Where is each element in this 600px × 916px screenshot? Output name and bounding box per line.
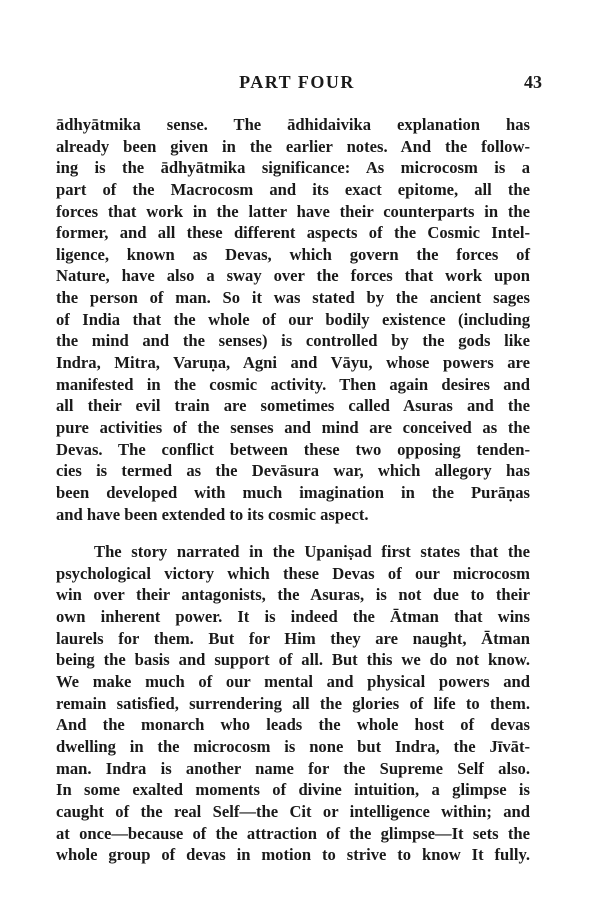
- text-line: the mind and the senses) is controlled by the gods like: [56, 331, 530, 351]
- text-line: ādhyātmika sense. The ādhidaivika explanation has: [56, 115, 530, 134]
- text-line: Devas. The conflict between these two opposing tenden-: [56, 439, 530, 459]
- text-line: Indra, Mitra, Varuṇa, Agni and Vāyu, whose powers are: [56, 353, 530, 373]
- body-text: [56, 114, 530, 866]
- text-line: ing is the ādhyātmika significance: As microcosm is a: [56, 158, 530, 178]
- text-line: and have been extended to its cosmic aspect.: [56, 504, 369, 524]
- text-line: all their evil train are sometimes called Asuras and the: [56, 396, 530, 416]
- text-line: pure activities of the senses and mind are conceived as the: [56, 417, 530, 437]
- running-head: [52, 72, 542, 98]
- text-line: Nature, have also a sway over the forces that work upon: [56, 266, 530, 286]
- text-line: dwelling in the microcosm is none but Indra, the Jīvāt-: [56, 736, 530, 756]
- text-line: ligence, known as Devas, which govern the forces of: [56, 244, 530, 264]
- text-line: own inherent power. It is indeed the Ātman that wins: [56, 607, 530, 627]
- text-line: manifested in the cosmic activity. Then again desires and: [56, 374, 530, 394]
- text-line: And the monarch who leads the whole host of devas: [56, 715, 530, 735]
- text-line: remain satisfied, surrendering all the glories of life to them.: [56, 693, 530, 713]
- text-line: laurels for them. But for Him they are naught, Ātman: [56, 628, 530, 648]
- text-line: the person of man. So it was stated by the ancient sages: [56, 288, 530, 308]
- text-line: The story narrated in the Upaniṣad first states that the: [94, 542, 530, 562]
- text-line: of India that the whole of our bodily existence (including: [56, 309, 530, 329]
- text-line: We make much of our mental and physical powers and: [56, 672, 530, 692]
- text-line: part of the Macrocosm and its exact epitome, all the: [56, 179, 530, 199]
- text-line: cies is termed as the Devāsura war, which allegory has: [56, 461, 530, 481]
- paragraph-1: [56, 114, 530, 525]
- text-line: psychological victory which these Devas of our microcosm: [56, 563, 530, 583]
- running-title: PART FOUR: [239, 72, 355, 92]
- text-line: whole group of devas in motion to strive to know It fully.: [56, 845, 530, 865]
- text-line: forces that work in the latter have their counterparts in the: [56, 201, 530, 221]
- text-line: former, and all these different aspects of the Cosmic Intel-: [56, 223, 530, 243]
- text-line: at once—because of the attraction of the glimpse—It sets the: [56, 823, 530, 843]
- text-line: man. Indra is another name for the Supreme Self also.: [56, 758, 530, 778]
- text-line: win over their antagonists, the Asuras, is not due to their: [56, 585, 530, 605]
- paragraph-gap: [56, 525, 530, 541]
- text-line: been developed with much imagination in the Purāṇas: [56, 482, 530, 502]
- page-number: 43: [524, 72, 542, 92]
- text-line: caught of the real Self—the Cit or intelligence within; and: [56, 801, 530, 821]
- text-line: being the basis and support of all. But this we do not know.: [56, 650, 530, 670]
- paragraph-2: [56, 541, 530, 866]
- text-line: already been given in the earlier notes. And the follow-: [56, 136, 530, 156]
- text-line: In some exalted moments of divine intuition, a glimpse is: [56, 780, 530, 800]
